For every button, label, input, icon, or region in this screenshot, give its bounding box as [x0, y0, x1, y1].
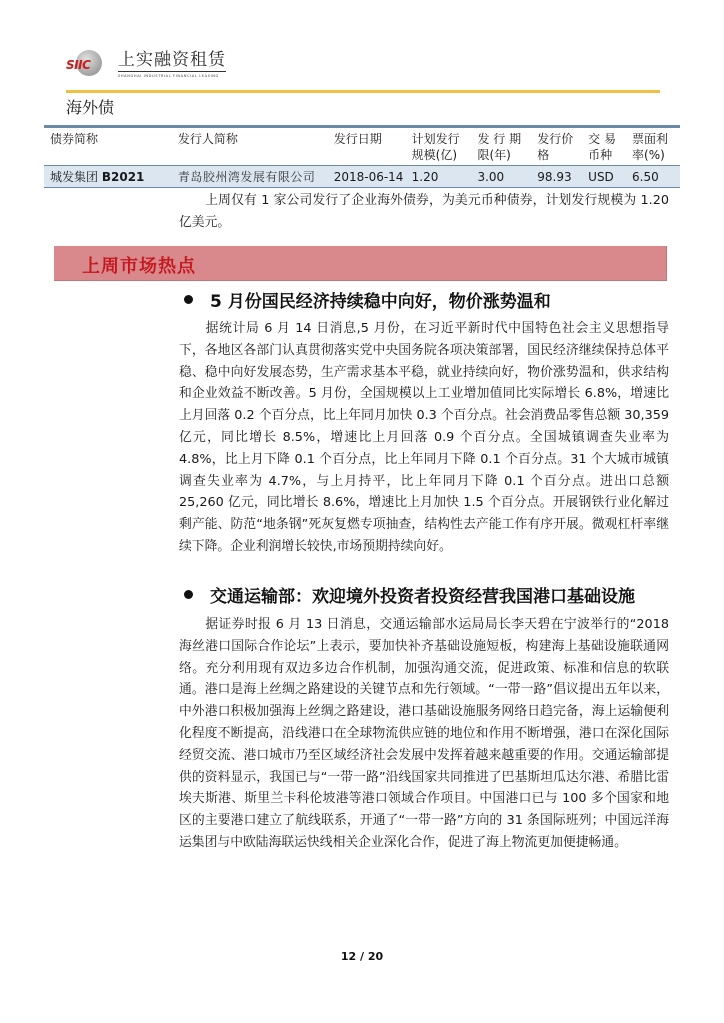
table-header-row [44, 127, 680, 166]
section-heading-overseas-bonds: 海外债 [66, 98, 115, 117]
col-header-currency: 交 易 币种 [588, 132, 616, 162]
company-name-cn: 上实融资租赁 [118, 50, 226, 70]
section-banner-hot-topics [54, 246, 667, 281]
cell-bond-name: 城发集团 B2021 [50, 170, 145, 184]
overseas-bond-summary: 上周仅有 1 家公司发行了企业海外债券，为美元币种债券，计划发行规模为 1.20 亿美元。 [179, 193, 669, 230]
topic-body-2: 据证券时报 6 月 13 日消息，交通运输部水运局局长李天碧在宁波举行的“2018 海丝港口国际合作论坛”上表示，要加快补齐基础设施短板，构建海上基础设施联通网络。充分利用现有双边多边合作机制，加强沟通交流，促进政策、标准和信息的软联通。港口是海上丝绸之路建设的关键节点和先行领域。“一带一路”倡议提出五年以来，中外港口积极加强海上丝绸之路建设，港口基础设施服务网络日趋完备，海上运输便利化程度不断提高，沿线港口在全球物流供应链的地位和作用不断增强，港口在深化国际经贸交流、港口城市乃至区域经济社会发展中发挥着越来越重要的作用。交通运输部提供的资料显示，我国已与“一带一路”沿线国家共同推进了巴基斯坦瓜达尔港、希腊比雷埃夫斯港、斯里兰卡科伦坡港等港口领域合作项目。中国港口已与 100 多个国家和地区的主要港口建立了航线联系，开通了“一带一路”方向的 31 条国际班列；中国远洋海运集团与中欧陆海联运快线相关企业深化合作，促进了海上物流更加便捷畅通。 [179, 617, 669, 850]
cell-term: 3.00 [477, 170, 505, 184]
col-header-issue-date: 发行日期 [333, 132, 382, 146]
col-header-planned-size: 计划发行 规模(亿) [411, 132, 460, 162]
company-name-en: SHANGHAI INDUSTRIAL FINANCIAL LEASING [118, 74, 219, 78]
cell-currency: USD [588, 170, 614, 184]
bullet-icon [184, 295, 193, 304]
cell-planned-size: 1.20 [411, 170, 439, 184]
col-header-issuer: 发行人简称 [177, 132, 238, 146]
topic-title: 5 月份国民经济持续稳中向好，物价涨势温和 [210, 292, 551, 312]
logo-mark-text: SIIC [66, 58, 91, 72]
topic-title: 交通运输部：欢迎境外投资者投资经营我国港口基础设施 [210, 587, 635, 607]
banner-title: 上周市场热点 [82, 256, 196, 277]
header-divider [66, 90, 660, 93]
topic-heading-2 [184, 582, 635, 607]
page-number: 12 / 20 [340, 950, 384, 963]
col-header-term: 发 行 期 限(年) [477, 132, 522, 162]
bullet-icon [184, 590, 193, 599]
cell-issuer: 青岛胶州湾发展有限公司 [177, 170, 316, 184]
overseas-bond-table [44, 125, 680, 188]
table-row [44, 166, 680, 188]
col-header-coupon-rate: 票面利 率(%) [632, 132, 669, 162]
company-logo [66, 50, 226, 80]
topic-heading-1 [184, 287, 551, 312]
cell-issue-price: 98.93 [537, 170, 572, 184]
col-header-issue-price: 发行价 格 [537, 132, 574, 162]
topic-body-1: 据统计局 6 月 14 日消息,5 月份，在习近平新时代中国特色社会主义思想指导下，各地区各部门认真贯彻落实党中央国务院各项决策部署，国民经济继续保持总体平稳、稳中向好发展态势，生产需求基本平稳，就业持续向好，物价涨势温和，供求结构和企业效益不断改善。5 月份，全国规模以上工业增加值同比实际增长 6.8%，增速比上月回落 0.2 个百分点，比上年同月加快 0.3 个百分点。社会消费品零售总额 30,359 亿元，同比增长 8.5%，增速比上月回落 0.9 个百分点。全国城镇调查失业率为 4.8%，比上月下降 0.1 个百分点，比上年同月下降 0.1 个百分点。31 个大城市城镇调查失业率为 4.7%，与上月持平，比上年同月下降 0.1 个百分点。进出口总额 25,260 亿元，同比增长 8.6%，增速比上月加快 1.5 个百分点。开展钢铁行业化解过剩产能、防范“地条钢”死灰复燃专项抽查，结构性去产能工作有序开展。微观杠杆率继续下降。企业利润增长较快,市场预期持续向好。 [179, 321, 669, 554]
col-header-bond-name: 债券简称 [50, 132, 99, 146]
siic-logo-mark [66, 50, 114, 78]
cell-coupon-rate: 6.50 [632, 170, 659, 184]
cell-issue-date: 2018-06-14 [333, 170, 404, 184]
